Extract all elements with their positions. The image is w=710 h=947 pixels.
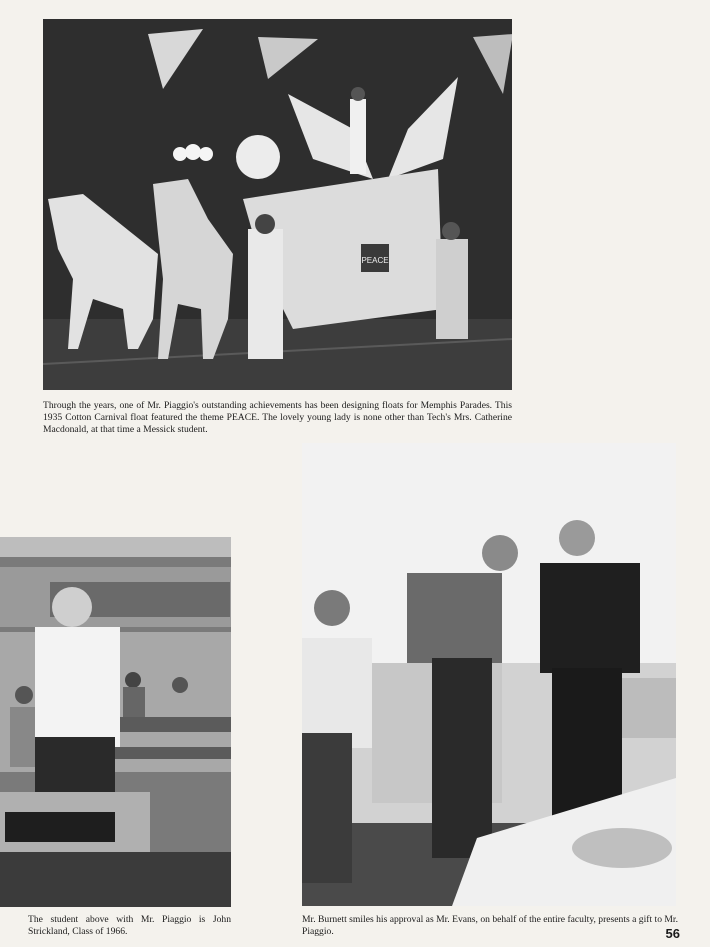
gift-presentation-photo (302, 443, 676, 906)
parade-photo-caption: Through the years, one of Mr. Piaggio's outstanding achievements has been designing floats for Memphis Parades. This 1935 Cotton Carnival float featured the theme PEACE. The lovely young lady is none other than Tech's Mrs. Catherine Macdonald, at that time a Messick student. (43, 400, 512, 435)
classroom-photo-caption: The student above with Mr. Piaggio is John Strickland, Class of 1966. (28, 914, 231, 937)
parade-float-photo (43, 19, 512, 390)
gift-photo-caption: Mr. Burnett smiles his approval as Mr. Evans, on behalf of the entire faculty, presents a gift to Mr. Piaggio. (302, 914, 678, 937)
peace-sign-text: PEACE (361, 256, 389, 265)
page-number: 56 (665, 926, 680, 941)
classroom-photo (0, 537, 231, 907)
